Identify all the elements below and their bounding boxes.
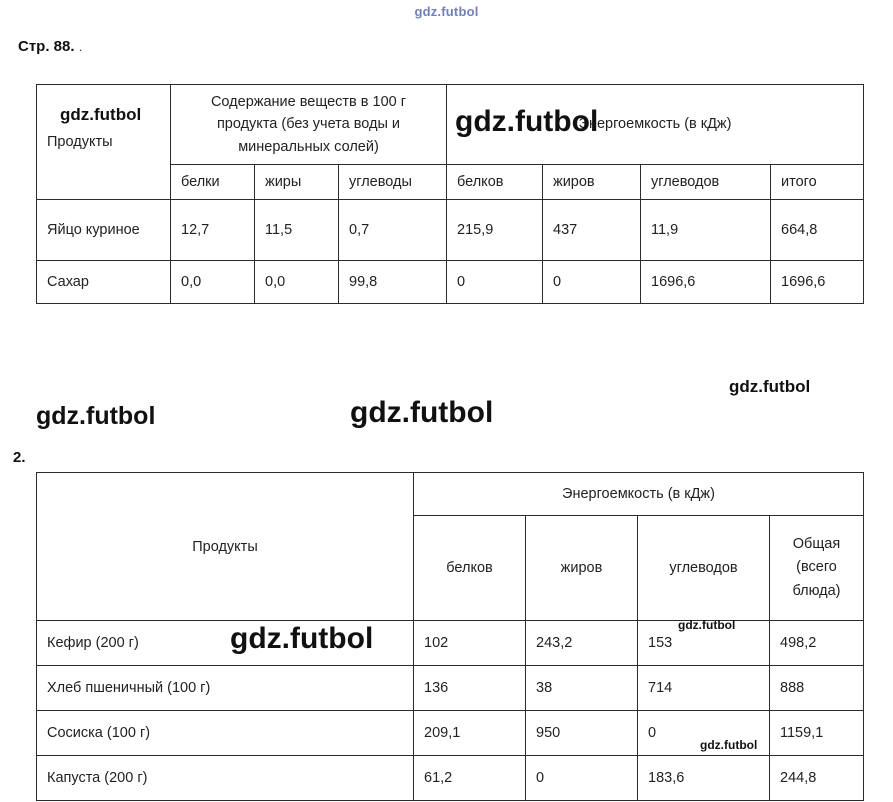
watermark-overlay: gdz.futbol <box>230 622 374 655</box>
t2-row2-c1: 950 <box>526 711 638 756</box>
t1-row0-c3: 215,9 <box>447 200 543 261</box>
t2-row0-c3: 498,2 <box>770 621 864 666</box>
t1-row1-name: Сахар <box>37 261 171 304</box>
watermark-overlay: gdz.futbol <box>700 738 758 752</box>
t2-subheader-proteins: белков <box>414 516 526 621</box>
t2-row3-c3: 244,8 <box>770 756 864 801</box>
t1-row1-c6: 1696,6 <box>771 261 864 304</box>
watermark-overlay: gdz.futbol <box>455 105 599 138</box>
watermark-overlay: gdz.futbol <box>60 105 142 124</box>
t2-row2-c2: 0 <box>638 711 770 756</box>
table-row <box>37 473 864 516</box>
t1-row0-c0: 12,7 <box>171 200 255 261</box>
t2-row3-c1: 0 <box>526 756 638 801</box>
table-row <box>37 711 864 756</box>
t2-header-energy: Энергоемкость (в кДж) <box>414 473 864 516</box>
t1-subheader-carbs: углеводы <box>339 165 447 200</box>
t2-row3-name: Капуста (200 г) <box>37 756 414 801</box>
t2-row2-c3: 1159,1 <box>770 711 864 756</box>
nutrition-table-2 <box>36 472 864 801</box>
t2-row1-c3: 888 <box>770 666 864 711</box>
table-row <box>37 85 864 165</box>
page-label-trailing: . <box>78 39 83 54</box>
t2-row3-c2: 183,6 <box>638 756 770 801</box>
t1-row1-c2: 99,8 <box>339 261 447 304</box>
t2-row0-name: Кефир (200 г) <box>37 621 414 666</box>
t1-row1-c4: 0 <box>543 261 641 304</box>
table-row <box>37 756 864 801</box>
t1-subheader-carbs-energy: углеводов <box>641 165 771 200</box>
t2-row2-c0: 209,1 <box>414 711 526 756</box>
t2-subheader-carbs: углеводов <box>638 516 770 621</box>
t1-row0-c1: 11,5 <box>255 200 339 261</box>
t1-header-products: Продукты <box>37 85 171 200</box>
t2-subheader-fats: жиров <box>526 516 638 621</box>
page-label-text: Стр. 88. <box>18 38 75 55</box>
t1-row0-c4: 437 <box>543 200 641 261</box>
t1-row0-c2: 0,7 <box>339 200 447 261</box>
watermark-overlay: gdz.futbol <box>678 618 736 632</box>
t2-row1-name: Хлеб пшеничный (100 г) <box>37 666 414 711</box>
watermark-overlay: gdz.futbol <box>36 402 156 430</box>
t1-subheader-total: итого <box>771 165 864 200</box>
t2-header-products: Продукты <box>37 473 414 621</box>
item-number: 2. <box>13 449 26 466</box>
t2-row0-c1: 243,2 <box>526 621 638 666</box>
t2-subheader-total: Общая (всего блюда) <box>770 516 864 621</box>
watermark-overlay: gdz.futbol <box>350 396 494 429</box>
t1-row1-c3: 0 <box>447 261 543 304</box>
table-row <box>37 261 864 304</box>
t2-row1-c1: 38 <box>526 666 638 711</box>
t2-row0-c0: 102 <box>414 621 526 666</box>
t2-row1-c2: 714 <box>638 666 770 711</box>
t2-row3-c0: 61,2 <box>414 756 526 801</box>
t1-row1-c1: 0,0 <box>255 261 339 304</box>
page-label <box>18 38 82 55</box>
t1-subheader-proteins-energy: белков <box>447 165 543 200</box>
table-row <box>37 200 864 261</box>
top-watermark: gdz.futbol <box>414 4 479 19</box>
t1-row0-c5: 11,9 <box>641 200 771 261</box>
t1-subheader-fats: жиры <box>255 165 339 200</box>
t1-subheader-proteins: белки <box>171 165 255 200</box>
watermark-overlay: gdz.futbol <box>729 377 811 396</box>
t2-row2-name: Сосиска (100 г) <box>37 711 414 756</box>
table-row <box>37 666 864 711</box>
table-row <box>37 621 864 666</box>
t1-subheader-fats-energy: жиров <box>543 165 641 200</box>
t1-row1-c0: 0,0 <box>171 261 255 304</box>
t1-row0-name: Яйцо куриное <box>37 200 171 261</box>
t1-header-content: Содержание веществ в 100 г продукта (без учета воды и минеральных солей) <box>171 85 447 165</box>
t1-row1-c5: 1696,6 <box>641 261 771 304</box>
t1-row0-c6: 664,8 <box>771 200 864 261</box>
t2-row0-c2: 153 <box>638 621 770 666</box>
t2-row1-c0: 136 <box>414 666 526 711</box>
t1-header-energy: Энергоемкость (в кДж) <box>447 85 864 165</box>
nutrition-table-1 <box>36 84 864 304</box>
